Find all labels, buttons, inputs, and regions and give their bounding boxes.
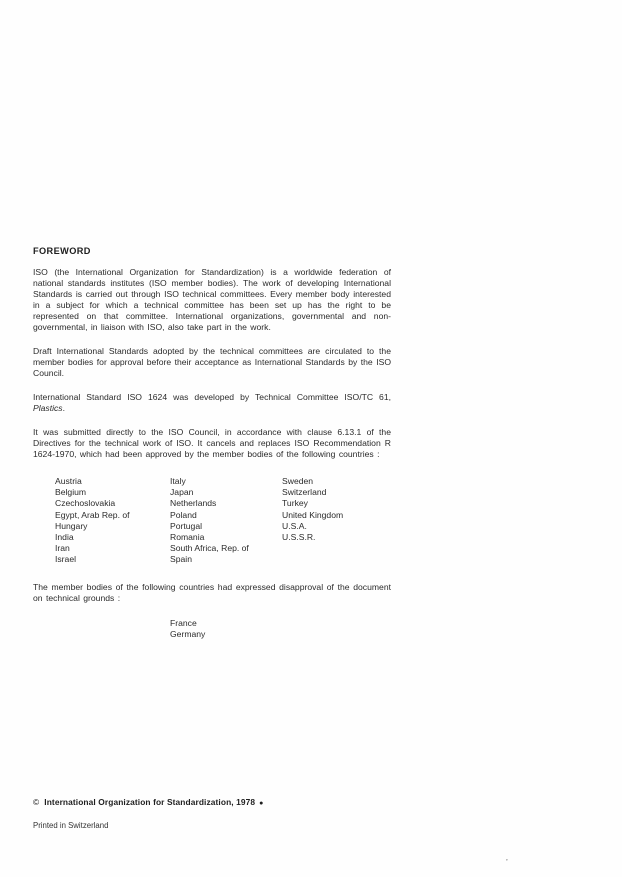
country-item: Japan (170, 487, 194, 498)
country-item: Switzerland (282, 487, 327, 498)
paragraph-draft-standards: Draft International Standards adopted by the technical committees are circulated to the member bodies for approval before their acceptance as International Standards by the ISO Council. (33, 346, 391, 378)
bullet-mark: ● (259, 800, 264, 807)
country-item: Egypt, Arab Rep. of (55, 509, 130, 520)
foreword-section (33, 246, 391, 640)
country-item: U.S.A. (282, 520, 307, 531)
country-item: Hungary (55, 520, 88, 531)
country-item: Portugal (170, 520, 203, 531)
copyright-line (33, 797, 264, 807)
paragraph-standard-development (33, 392, 391, 414)
paragraph-iso-introduction: ISO (the International Organization for Standardization) is a worldwide federation of national standards institutes (ISO member bodies). The work of developing International Standards is carried out through ISO technical committees. Every member body interested in a subject for which a technical committee has been set up has the right to be represented on that committee. International organizations, governmental and non-governmental, in liaison with ISO, also take part in the work. (33, 267, 391, 332)
committee-title-italic: Plastics (33, 403, 63, 413)
country-item: South Africa, Rep. of (170, 543, 249, 554)
country-item: Israel (55, 554, 77, 565)
copyright-symbol: © (33, 797, 40, 807)
country-item: Iran (55, 543, 70, 554)
paragraph-submission: It was submitted directly to the ISO Council, in accordance with clause 6.13.1 of the Directives for the technical work of ISO. It cancels and replaces ISO Recommendation R 1624-1970, which had been approved by the member bodies of the following countries : (33, 427, 391, 459)
copyright-text: International Organization for Standardization, 1978 (44, 797, 256, 807)
country-item: Austria (55, 476, 82, 486)
country-item: Sweden (282, 476, 314, 486)
country-item: Spain (170, 554, 192, 565)
paragraph-disapproval: The member bodies of the following countries had expressed disapproval of the document on technical grounds : (33, 581, 391, 603)
standard-development-period: . (62, 403, 65, 413)
country-item: Belgium (55, 487, 87, 498)
stray-scan-mark: ’ (506, 858, 508, 867)
page-footer (33, 797, 264, 830)
country-item: Netherlands (170, 498, 217, 509)
country-item: Poland (170, 509, 197, 520)
country-item: Germany (170, 628, 206, 639)
printed-in-text: Printed in Switzerland (33, 821, 109, 830)
country-item: Romania (170, 532, 205, 543)
country-item: France (170, 617, 197, 628)
disapproval-country-list (170, 618, 391, 640)
approval-country-column-3 (282, 476, 391, 566)
country-item: Czechoslovakia (55, 498, 116, 509)
foreword-heading: FOREWORD (33, 246, 91, 256)
country-item: Turkey (282, 498, 308, 509)
country-item: India (55, 532, 74, 543)
country-item: Italy (170, 476, 186, 486)
approval-country-column-1 (55, 476, 170, 566)
standard-development-text: International Standard ISO 1624 was developed by Technical Committee ISO/TC 61, (33, 392, 391, 402)
approval-country-columns (55, 476, 391, 566)
approval-country-column-2 (170, 476, 282, 566)
country-item: United Kingdom (282, 509, 344, 520)
country-item: U.S.S.R. (282, 532, 316, 543)
